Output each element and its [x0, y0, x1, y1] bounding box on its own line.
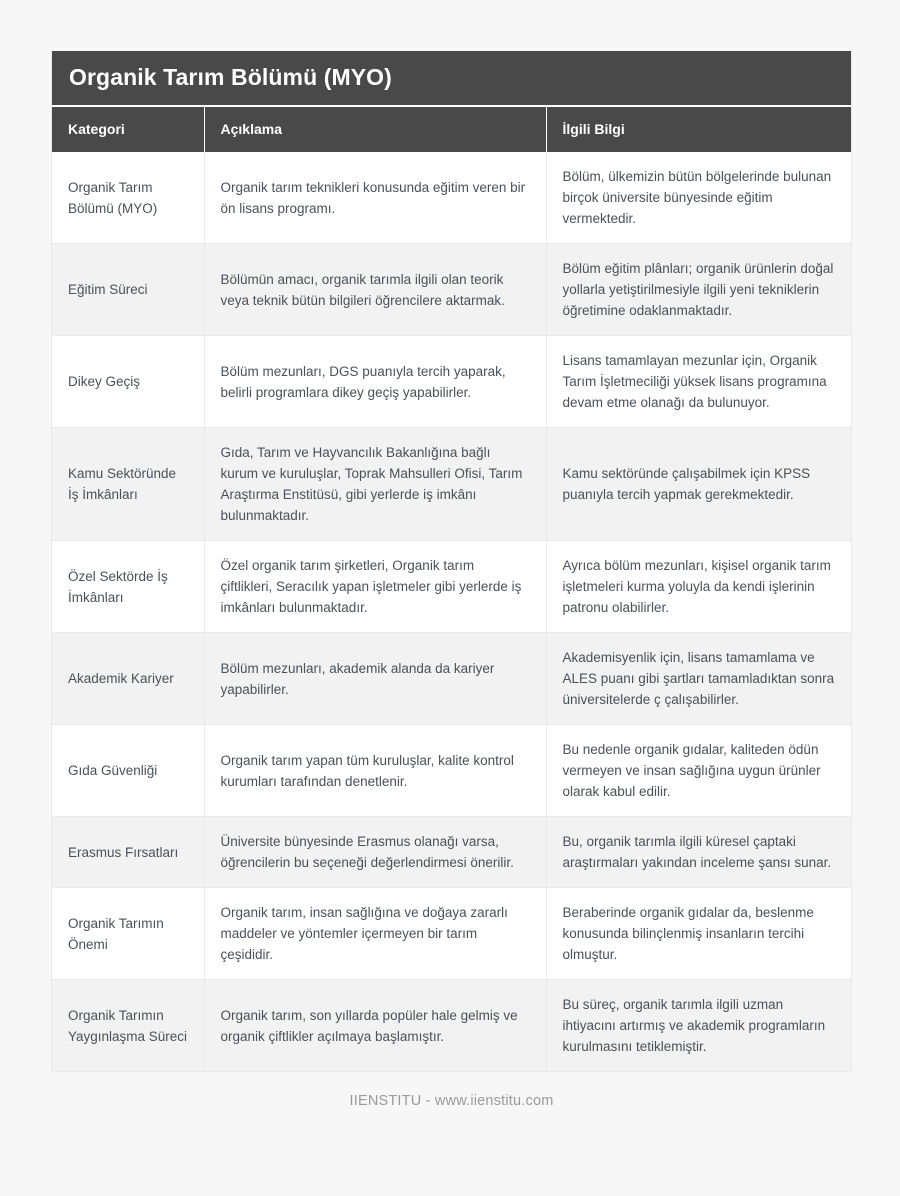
- table-row: [52, 817, 851, 888]
- cell-aciklama: Organik tarım, insan sağlığına ve doğaya zararlı maddeler ve yöntemler içermeyen bir tarım çeşididir.: [204, 888, 546, 980]
- table-row: [52, 633, 851, 725]
- table-row: [52, 725, 851, 817]
- cell-ilgili-bilgi: Bu süreç, organik tarımla ilgili uzman ihtiyacını artırmış ve akademik programların kurulmasını tetiklemiştir.: [562, 997, 826, 1054]
- cell-ilgili-bilgi: Lisans tamamlayan mezunlar için, Organik Tarım İşletmeciliği yüksek lisans programına devam etme olanağı da bulunuyor.: [546, 336, 851, 428]
- table-row: [52, 152, 851, 244]
- table-body: [52, 152, 851, 1071]
- table-header-row: [52, 107, 851, 152]
- cell-ilgili-bilgi: Beraberinde organik gıdalar da, beslenme konusunda bilinçlenmiş insanların tercihi olmuştur.: [546, 888, 851, 980]
- table-title-bar: [52, 51, 851, 107]
- cell-kategori: Organik Tarımın Yaygınlaşma Süreci: [52, 980, 204, 1072]
- column-header-kategori: Kategori: [52, 107, 204, 152]
- cell-kategori: Organik Tarım Bölümü (MYO): [52, 152, 204, 244]
- info-table: [52, 107, 851, 1071]
- cell-kategori: Organik Tarımın Önemi: [52, 888, 204, 980]
- cell-aciklama: Organik tarım yapan tüm kuruluşlar, kalite kontrol kurumları tarafından denetlenir.: [204, 725, 546, 817]
- cell-aciklama: Bölüm mezunları, akademik alanda da kariyer yapabilirler.: [204, 633, 546, 725]
- table-row: [52, 336, 851, 428]
- table-row: [52, 541, 851, 633]
- cell-kategori: Gıda Güvenliği: [52, 725, 204, 817]
- table-row: [52, 888, 851, 980]
- cell-aciklama: Üniversite bünyesinde Erasmus olanağı varsa, öğrencilerin bu seçeneği değerlendirmesi önerilir.: [204, 817, 546, 888]
- cell-ilgili-bilgi: Kamu sektöründe çalışabilmek için KPSS puanıyla tercih yapmak gerekmektedir.: [546, 428, 851, 541]
- cell-kategori: Erasmus Fırsatları: [52, 817, 204, 888]
- cell-aciklama: Gıda, Tarım ve Hayvancılık Bakanlığına bağlı kurum ve kuruluşlar, Toprak Mahsulleri Ofisi, Tarım Araştırma Enstitüsü, gibi yerlerde iş imkânı bulunmaktadır.: [204, 428, 546, 541]
- cell-ilgili-bilgi: Bu, organik tarımla ilgili küresel çaptaki araştırmaları yakından inceleme şansı sunar.: [546, 817, 851, 888]
- cell-aciklama: Organik tarım, son yıllarda popüler hale gelmiş ve organik çiftlikler açılmaya başlamıştır.: [204, 980, 546, 1072]
- cell-kategori: Eğitim Süreci: [52, 244, 204, 336]
- cell-kategori: Dikey Geçiş: [52, 336, 204, 428]
- cell-ilgili-bilgi: Bölüm eğitim plânları; organik ürünlerin doğal yollarla yetiştirilmesiyle ilgili yeni tekniklerin öğretimine odaklanmaktadır.: [546, 244, 851, 336]
- page-title: Organik Tarım Bölümü (MYO): [69, 64, 392, 91]
- cell-ilgili-bilgi: Ayrıca bölüm mezunları, kişisel organik tarım işletmeleri kurma yoluyla da kendi işlerinin patronu olabilirler.: [546, 541, 851, 633]
- column-header-aciklama: Açıklama: [204, 107, 546, 152]
- cell-aciklama: Organik tarım teknikleri konusunda eğitim veren bir ön lisans programı.: [204, 152, 546, 244]
- column-header-ilgili-bilgi: İlgili Bilgi: [562, 121, 625, 137]
- table-row: [52, 244, 851, 336]
- cell-aciklama: Bölüm mezunları, DGS puanıyla tercih yaparak, belirli programlara dikey geçiş yapabilirler.: [204, 336, 546, 428]
- cell-kategori: Akademik Kariyer: [52, 633, 204, 725]
- cell-aciklama: Özel organik tarım şirketleri, Organik tarım çiftlikleri, Seracılık yapan işletmeler gibi yerlerde iş imkânları bulunmaktadır.: [204, 541, 546, 633]
- cell-ilgili-bilgi: Bu nedenle organik gıdalar, kaliteden ödün vermeyen ve insan sağlığına uygun ürünler olarak kabul edilir.: [546, 725, 851, 817]
- table-row: [52, 428, 851, 541]
- cell-ilgili-bilgi: Bölüm, ülkemizin bütün bölgelerinde bulunan birçok üniversite bünyesinde eğitim vermektedir.: [546, 152, 851, 244]
- cell-ilgili-bilgi: Akademisyenlik için, lisans tamamlama ve ALES puanı gibi şartları tamamladıktan sonra üniversitelerde ç çalışabilirler.: [546, 633, 851, 725]
- cell-kategori: Kamu Sektöründe İş İmkânları: [52, 428, 204, 541]
- info-table-card: [51, 51, 852, 1072]
- cell-aciklama: Bölümün amacı, organik tarımla ilgili olan teorik veya teknik bütün bilgileri öğrencilere aktarmak.: [204, 244, 546, 336]
- table-header: [52, 107, 851, 152]
- table-row: [52, 980, 851, 1072]
- footer-attribution: IIENSTITU - www.iienstitu.com: [349, 1093, 554, 1109]
- cell-kategori: Özel Sektörde İş İmkânları: [52, 541, 204, 633]
